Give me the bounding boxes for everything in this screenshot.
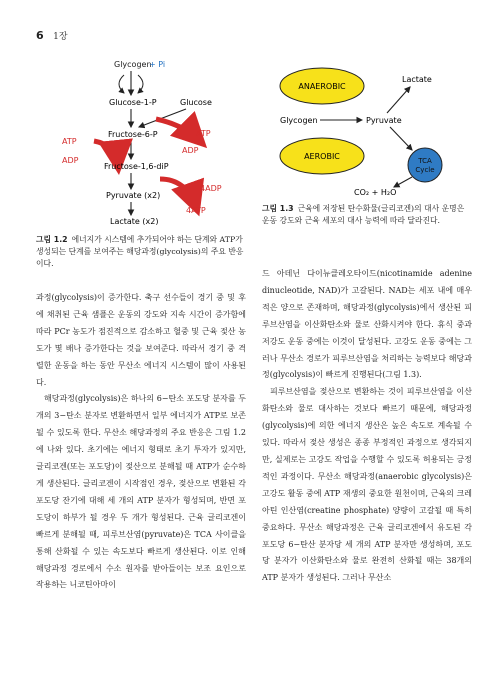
left-paragraph-1: 과정(glycolysis)이 증가한다. 축구 선수들이 경기 중 및 후에 채취된 근육 샘플은 운동의 강도와 지속 시간이 증가함에 따라 PCr 농도가 점진적으로 감소하고 혈중 및 근육 젖산 농도가 몇 배나 증가한다는 것을 보여준다. 따라서 경기 중 격렬한 운동을 하는 동안 무산소 에너지 시스템이 많이 사용된다. bbox=[36, 293, 246, 387]
right-paragraph-2: 피루브산염을 젖산으로 변환하는 것이 피루브산염을 이산화탄소와 물로 대사하는 것보다 빠르기 때문에, 해당과정(glycolysis)에 의한 에너지 생산은 높은 속도로 계속될 수 있다. 따라서 젖산 생성은 종종 부정적인 과정으로 생각되지만, 실제로는 고강도 작업을 수행할 수 있도록 허용되는 긍정적인 과정이다. 무산소 해당과정(anaerobic glycolysis)은 고강도 활동 중에 ATP 재생의 중요한 원천이며, 근육의 크레아틴 인산염(creatine phosphate) 양량이 고갈될 때 특히 중요하다. 무산소 해당과정은 근육 글리코겐에서 유도된 각 포도당 6−탄산 분자당 세 개의 ATP 분자만 생성하며, 포도당 분자가 이산화탄소와 물로 완전히 산화될 때는 38개의 ATP 분자가 생성된다. 그러나 무산소 bbox=[262, 387, 472, 583]
glycogen-label-2: Glycogen bbox=[280, 116, 318, 125]
pi-label: + Pi bbox=[149, 60, 166, 69]
glucose-label: Glucose bbox=[180, 98, 212, 107]
metabolic-fate-diagram bbox=[262, 55, 470, 200]
caption-text-1-3: 근육에 저장된 탄수화물(글리코겐)의 대사 운명은 운동 강도와 근육 세포의 대사 능력에 따라 달라진다. bbox=[262, 204, 465, 225]
lactate-label-2: Lactate bbox=[402, 75, 432, 84]
lactate-label: Lactate (x2) bbox=[110, 217, 159, 225]
aerobic-label: AEROBIC bbox=[304, 152, 340, 161]
page-number: 6 bbox=[36, 29, 44, 42]
figure-caption-1-2 bbox=[36, 234, 246, 270]
left-paragraph-2: 해당과정(glycolysis)은 하나의 6−탄소 포도당 분자를 두 개의 3−탄소 분자로 변환하면서 일부 에너지가 ATP로 보존될 수 있도록 한다. 무산소 해당과정의 주요 반응은 그림 1.2에 나와 있다. 초기에는 에너지 형태로 초기 투자가 있지만, 글리코겐(또는 포도당)이 젖산으로 분해될 때 ATP가 순수하게 생산된다. 글리코겐이 시작점인 경우, 젖산으로 변환된 각 포도당 잔기에 대해 세 개의 ATP 분자가 형성되며, 반면 포도당이 하부가 될 경우 두 개가 형성된다. 근육 글리코겐이 빠르게 분해될 때, 피루브산염(pyruvate)은 TCA 사이클을 통해 산화될 수 있는 속도보다 빠르게 생산된다. 이로 인해 해당과정 경로에서 수소 원자를 받아들이는 보조 요인으로 작용하는 니코틴아마이 bbox=[36, 394, 246, 590]
curve-arrow-left-1 bbox=[119, 75, 124, 93]
arrow-tca-co2 bbox=[394, 177, 412, 187]
g1p-label: Glucose-1-P bbox=[109, 98, 157, 107]
atp-consumption-arrow-1 bbox=[156, 119, 200, 141]
tca-cycle-circle bbox=[408, 148, 442, 182]
atp-label-1: ATP bbox=[196, 129, 211, 138]
pyruvate-label-2: Pyruvate bbox=[366, 116, 402, 125]
arrow-pyruvate-tca bbox=[390, 127, 412, 150]
right-body-column bbox=[262, 266, 472, 587]
four-adp-label: 4ADP bbox=[200, 184, 222, 193]
atp-production-arrow bbox=[160, 179, 196, 207]
atp-label-2: ATP bbox=[62, 137, 77, 146]
caption-label-1-2: 그림 1.2 bbox=[36, 235, 68, 244]
glycolysis-diagram bbox=[36, 55, 251, 225]
cycle-label: Cycle bbox=[415, 166, 435, 174]
adp-label-2: ADP bbox=[62, 156, 79, 165]
four-atp-label: 4ATP bbox=[186, 206, 206, 215]
anaerobic-label: ANAEROBIC bbox=[298, 82, 346, 91]
arrow-pyruvate-lactate-2 bbox=[387, 87, 410, 113]
f16dip-label: Fructose-1,6-diP bbox=[104, 162, 169, 171]
co2-h2o-label: CO₂ + H₂O bbox=[354, 188, 397, 197]
right-paragraph-1: 드 아데닌 다이뉴클레오타이드(nicotinamide adenine dinucleotide, NAD)가 고갈된다. NAD는 세포 내에 매우 적은 양으로 존재하며, 해당과정(glycolysis)에서 생산된 피루브산염을 이산화탄소와 물로 산화시켜야 한다. 휴식 중과 저강도 운동 중에는 이것이 달성된다. 고강도 운동 중에는 그러나 무산소 경로가 피루브산염을 처리하는 능력보다 해당과정(glycolysis)이 빠르게 진행된다(그림 1.3). bbox=[262, 269, 472, 380]
adp-label-1: ADP bbox=[182, 146, 199, 155]
page-header bbox=[36, 29, 68, 42]
glycogen-label: Glycogen bbox=[114, 60, 152, 69]
caption-text-1-2: 에너지가 시스템에 추가되어야 하는 단계와 ATP가 생성되는 단계를 보여주는 해당과정(glycolysis)의 주요 반응이다. bbox=[36, 235, 244, 268]
chapter-label: 1장 bbox=[53, 32, 68, 42]
tca-label: TCA bbox=[418, 157, 432, 165]
pyruvate-label: Pyruvate (x2) bbox=[106, 191, 161, 200]
f6p-label: Fructose-6-P bbox=[108, 130, 158, 139]
caption-label-1-3: 그림 1.3 bbox=[262, 204, 294, 213]
figure-caption-1-3 bbox=[262, 203, 472, 227]
left-body-column bbox=[36, 290, 246, 594]
curve-arrow-right-1 bbox=[138, 75, 143, 93]
